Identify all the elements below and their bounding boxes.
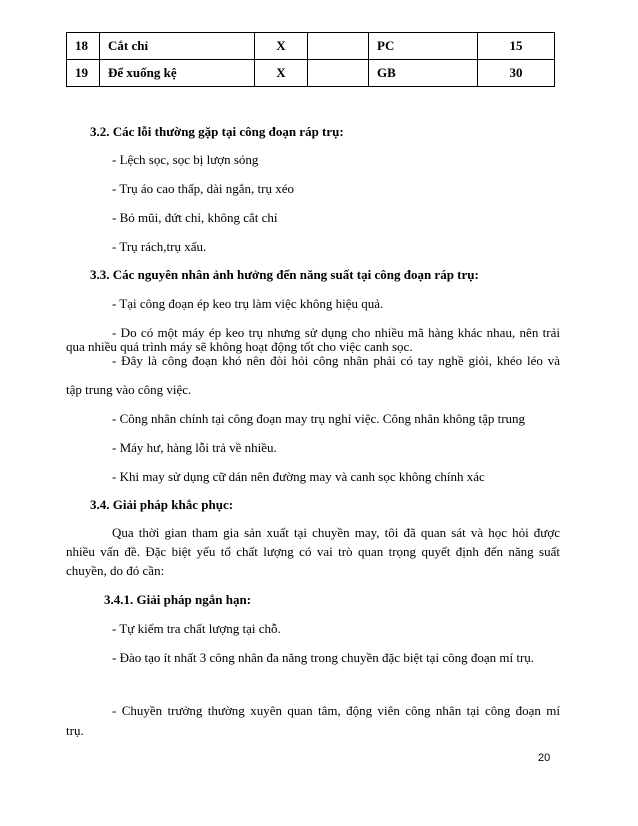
- table-cell: Cắt chỉ: [100, 33, 255, 60]
- paragraph-line: chuyền, do đó cần:: [66, 563, 165, 578]
- table-row: [67, 60, 555, 87]
- table-cell: X: [255, 60, 308, 87]
- paragraph-line: - Đây là công đoạn khó nên đòi hỏi công nhân phải có tay nghề giỏi, khéo léo và: [112, 353, 560, 368]
- table-cell: [308, 33, 369, 60]
- table-cell: 19: [67, 60, 100, 87]
- subsection-heading-3-4-1: 3.4.1. Giải pháp ngắn hạn:: [104, 592, 252, 607]
- paragraph-line: tập trung vào công việc.: [66, 382, 192, 397]
- table-row: [67, 33, 555, 60]
- list-item: - Lệch sọc, sọc bị lượn sóng: [112, 152, 259, 167]
- list-item: - Trụ áo cao thấp, dài ngắn, trụ xéo: [112, 181, 294, 196]
- stage-table: [66, 32, 555, 87]
- list-item: - Trụ rách,trụ xấu.: [112, 239, 207, 254]
- paragraph-line: nhiều vấn đề. Đặc biệt yếu tố chất lượng có vai trò quan trọng quyết định đến năng suất: [66, 544, 560, 559]
- paragraph-line: trụ.: [66, 723, 84, 738]
- table-cell: 18: [67, 33, 100, 60]
- paragraph-line: - Tại công đoạn ép keo trụ làm việc không hiệu quả.: [112, 296, 384, 311]
- page-number: 20: [538, 752, 551, 764]
- table-cell: 30: [478, 60, 555, 87]
- list-item: - Đào tạo ít nhất 3 công nhân đa năng trong chuyền đặc biệt tại công đoạn mí trụ.: [112, 650, 535, 665]
- table-cell: GB: [369, 60, 478, 87]
- paragraph-line: - Chuyền trưởng thường xuyên quan tâm, động viên công nhân tại công đoạn mí: [112, 703, 560, 718]
- section-heading-3-2: 3.2. Các lỗi thường gặp tại công đoạn ráp trụ:: [90, 124, 344, 139]
- paragraph-line: - Do có một máy ép keo trụ nhưng sử dụng cho nhiều mã hàng khác nhau, nên trải: [112, 325, 560, 340]
- paragraph-line: - Khi may sử dụng cữ dán nên đường may và canh sọc không chính xác: [112, 469, 485, 484]
- list-item: - Bỏ mũi, đứt chỉ, không cắt chỉ: [112, 210, 278, 225]
- table-cell: [308, 60, 369, 87]
- table-cell: Để xuống kệ: [100, 60, 255, 87]
- table-cell: 15: [478, 33, 555, 60]
- section-heading-3-3: 3.3. Các nguyên nhân ảnh hưởng đến năng suất tại công đoạn ráp trụ:: [90, 267, 479, 282]
- paragraph-line: Qua thời gian tham gia sản xuất tại chuyền may, tôi đã quan sát và học hỏi được: [112, 525, 560, 540]
- table-cell: X: [255, 33, 308, 60]
- paragraph-line: - Công nhân chính tại công đoạn may trụ nghỉ việc. Công nhân không tập trung: [112, 411, 526, 426]
- section-heading-3-4: 3.4. Giải pháp khắc phục:: [90, 497, 234, 512]
- list-item: - Tự kiểm tra chất lượng tại chỗ.: [112, 621, 281, 636]
- paragraph-line: - Máy hư, hàng lỗi trả về nhiều.: [112, 440, 277, 455]
- table-cell: PC: [369, 33, 478, 60]
- paragraph-line: qua nhiều quá trình máy sẽ không hoạt động tốt cho việc canh sọc.: [66, 339, 413, 354]
